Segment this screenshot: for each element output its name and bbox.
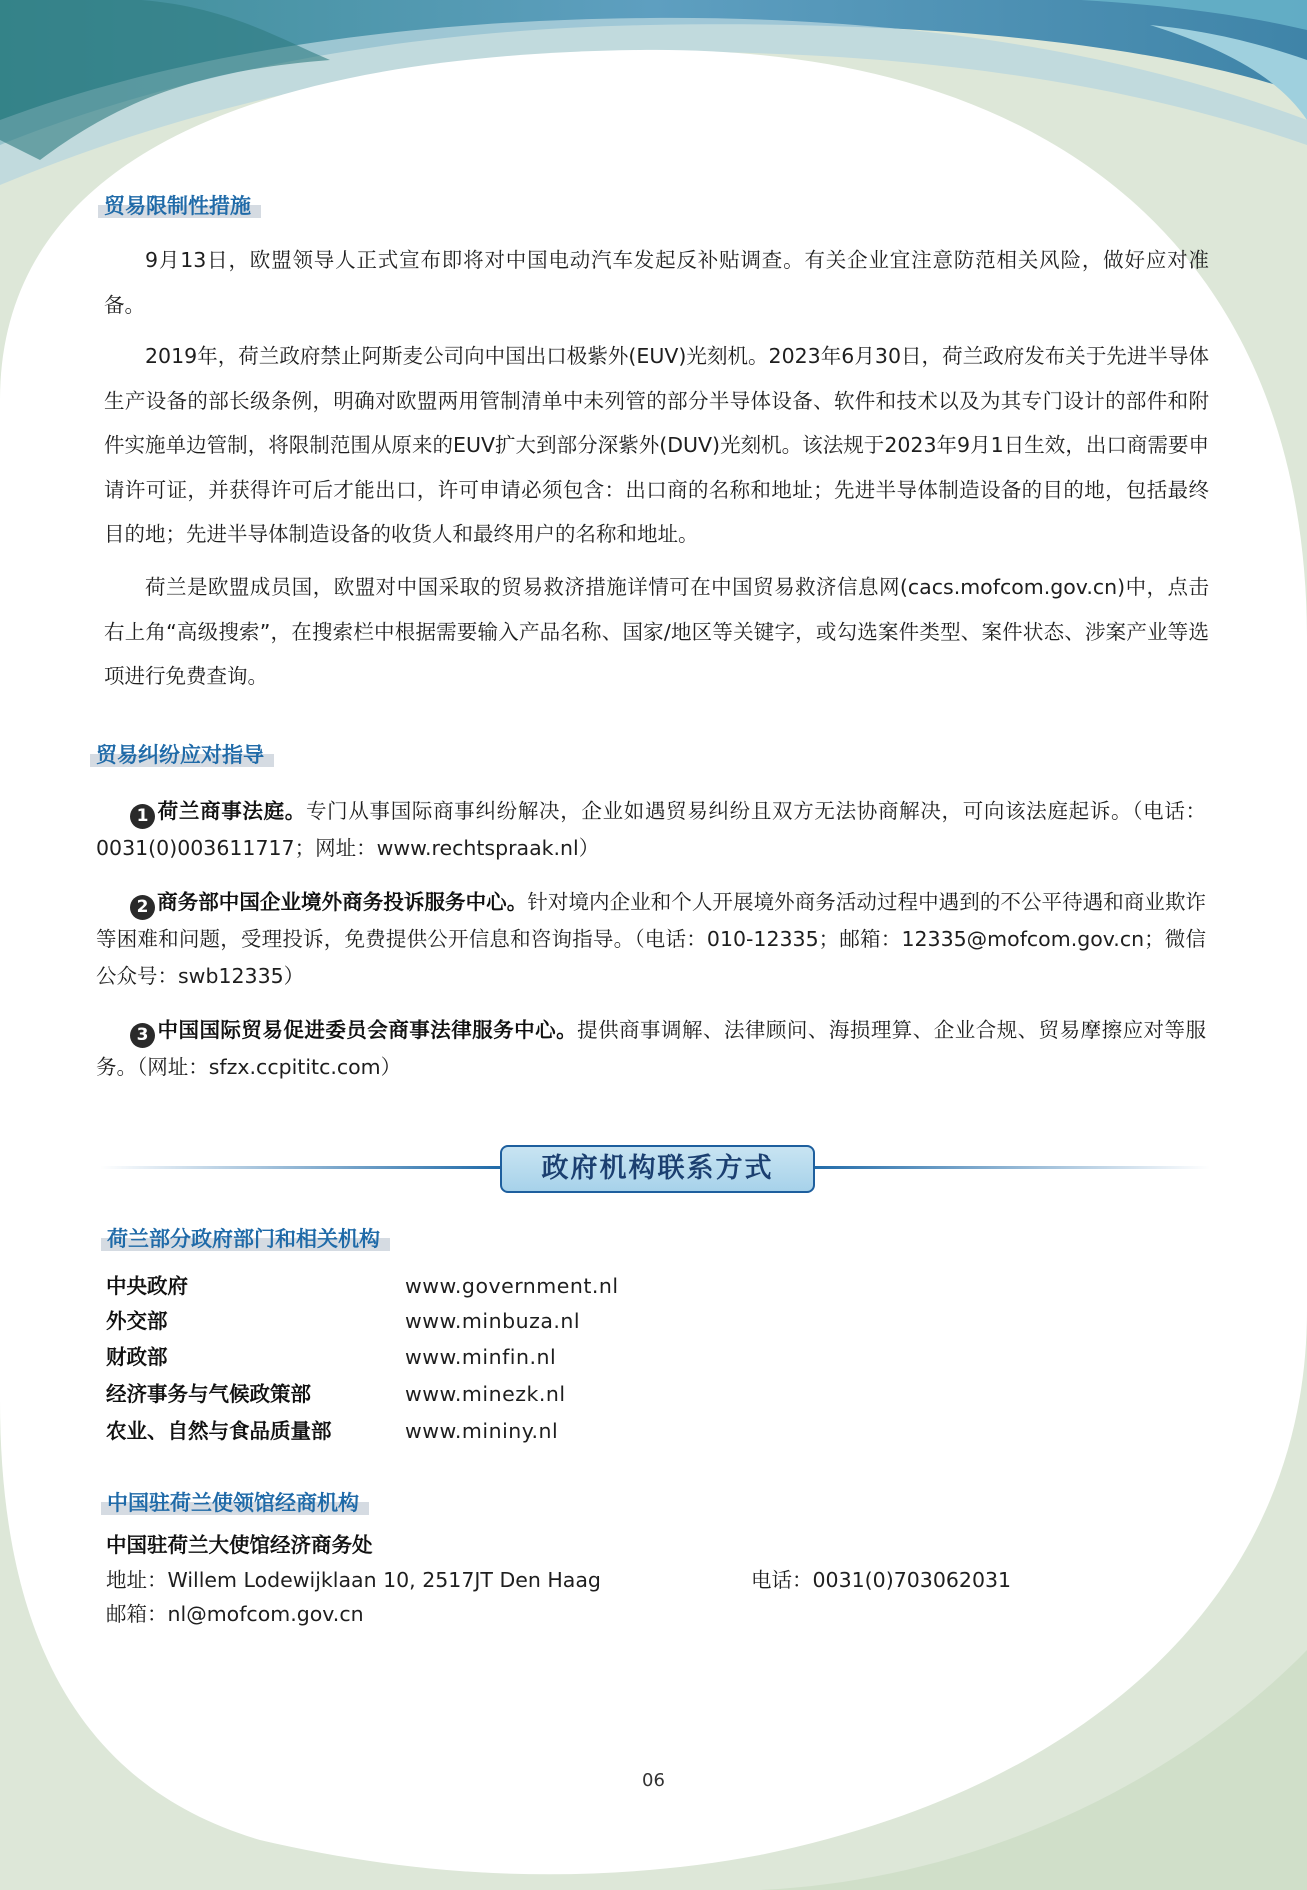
table-row	[106, 1307, 906, 1335]
agency-name: 外交部	[106, 1309, 168, 1333]
table-row	[106, 1343, 906, 1371]
agency-name: 经济事务与气候政策部	[106, 1382, 311, 1406]
agency-name: 农业、自然与食品质量部	[106, 1419, 332, 1443]
table-row	[106, 1272, 906, 1300]
number-1-icon: 1	[130, 804, 155, 829]
banner-divider-left	[100, 1166, 502, 1169]
agency-url[interactable]: www.minezk.nl	[405, 1382, 566, 1406]
agency-name: 中央政府	[106, 1274, 188, 1298]
number-2-icon: 2	[130, 895, 155, 920]
embassy-phone: 电话：0031(0)703062031	[751, 1568, 1012, 1592]
agency-url[interactable]: www.minbuza.nl	[405, 1309, 581, 1333]
list-item-dispute-org	[96, 1012, 1206, 1086]
table-row	[106, 1380, 906, 1408]
paragraph-trade-remedy-info: 荷兰是欧盟成员国，欧盟对中国采取的贸易救济措施详情可在中国贸易救济信息网(cacs.mofcom.gov.cn)中，点击右上角“高级搜索”，在搜索栏中根据需要输入产品名称、国家/地区等关键字，或勾选案件类型、案件状态、涉案产业等选项进行免费查询。	[104, 575, 1209, 688]
agency-name: 财政部	[106, 1345, 168, 1369]
org-name: 荷兰商事法庭。	[157, 799, 306, 823]
banner-divider-right	[810, 1166, 1210, 1169]
list-item-dispute-org	[96, 793, 1206, 867]
list-item-dispute-org	[96, 884, 1206, 995]
org-name: 商务部中国企业境外商务投诉服务中心。	[157, 890, 528, 914]
section-heading-dutch-government: 荷兰部分政府部门和相关机构	[101, 1227, 390, 1251]
org-description: 专门从事国际商事纠纷解决，企业如遇贸易纠纷且双方无法协商解决，可向该法庭起诉。（电话：0031(0)003611717；网址：www.rechtspraak.nl）	[96, 799, 1207, 860]
agency-url[interactable]: www.minfin.nl	[405, 1345, 557, 1369]
org-name: 中国国际贸易促进委员会商事法律服务中心。	[157, 1018, 578, 1042]
org-description: 提供商事调解、法律顾问、海损理算、企业合规、贸易摩擦应对等服务。（网址：sfzx.ccpititc.com）	[96, 1018, 1207, 1079]
paragraph-eu-investigation: 9月13日，欧盟领导人正式宣布即将对中国电动汽车发起反补贴调查。有关企业宜注意防范相关风险，做好应对准备。	[104, 248, 1209, 317]
embassy-office-name: 中国驻荷兰大使馆经济商务处	[106, 1533, 373, 1557]
org-description: 针对境内企业和个人开展境外商务活动过程中遇到的不公平待遇和商业欺诈等困难和问题，受理投诉，免费提供公开信息和咨询指导。（电话：010-12335；邮箱：12335@mofcom.gov.cn；微信公众号：swb12335）	[96, 890, 1207, 988]
page-number: 06	[642, 1770, 665, 1791]
agency-url[interactable]: www.mininy.nl	[405, 1419, 559, 1443]
agency-url[interactable]: www.government.nl	[405, 1274, 619, 1298]
section-heading-trade-restrictions: 贸易限制性措施	[98, 194, 261, 218]
table-row	[106, 1417, 906, 1445]
embassy-address: 地址：Willem Lodewijklaan 10, 2517JT Den Haag	[106, 1568, 601, 1592]
section-heading-dispute-guidance: 贸易纠纷应对指导	[90, 743, 274, 767]
paragraph-netherlands-export-control: 2019年，荷兰政府禁止阿斯麦公司向中国出口极紫外(EUV)光刻机。2023年6月30日，荷兰政府发布关于先进半导体生产设备的部长级条例，明确对欧盟两用管制清单中未列管的部分半导体设备、软件和技术以及为其专门设计的部件和附件实施单边管制，将限制范围从原来的EUV扩大到部分深紫外(DUV)光刻机。该法规于2023年9月1日生效，出口商需要申请许可证，并获得许可后才能出口，许可申请必须包含：出口商的名称和地址；先进半导体制造设备的目的地，包括最终目的地；先进半导体制造设备的收货人和最终用户的名称和地址。	[104, 344, 1209, 546]
section-heading-embassy: 中国驻荷兰使领馆经商机构	[101, 1491, 369, 1515]
embassy-email[interactable]: 邮箱：nl@mofcom.gov.cn	[106, 1602, 364, 1626]
contact-banner-title: 政府机构联系方式	[500, 1145, 815, 1193]
number-3-icon: 3	[130, 1023, 155, 1048]
